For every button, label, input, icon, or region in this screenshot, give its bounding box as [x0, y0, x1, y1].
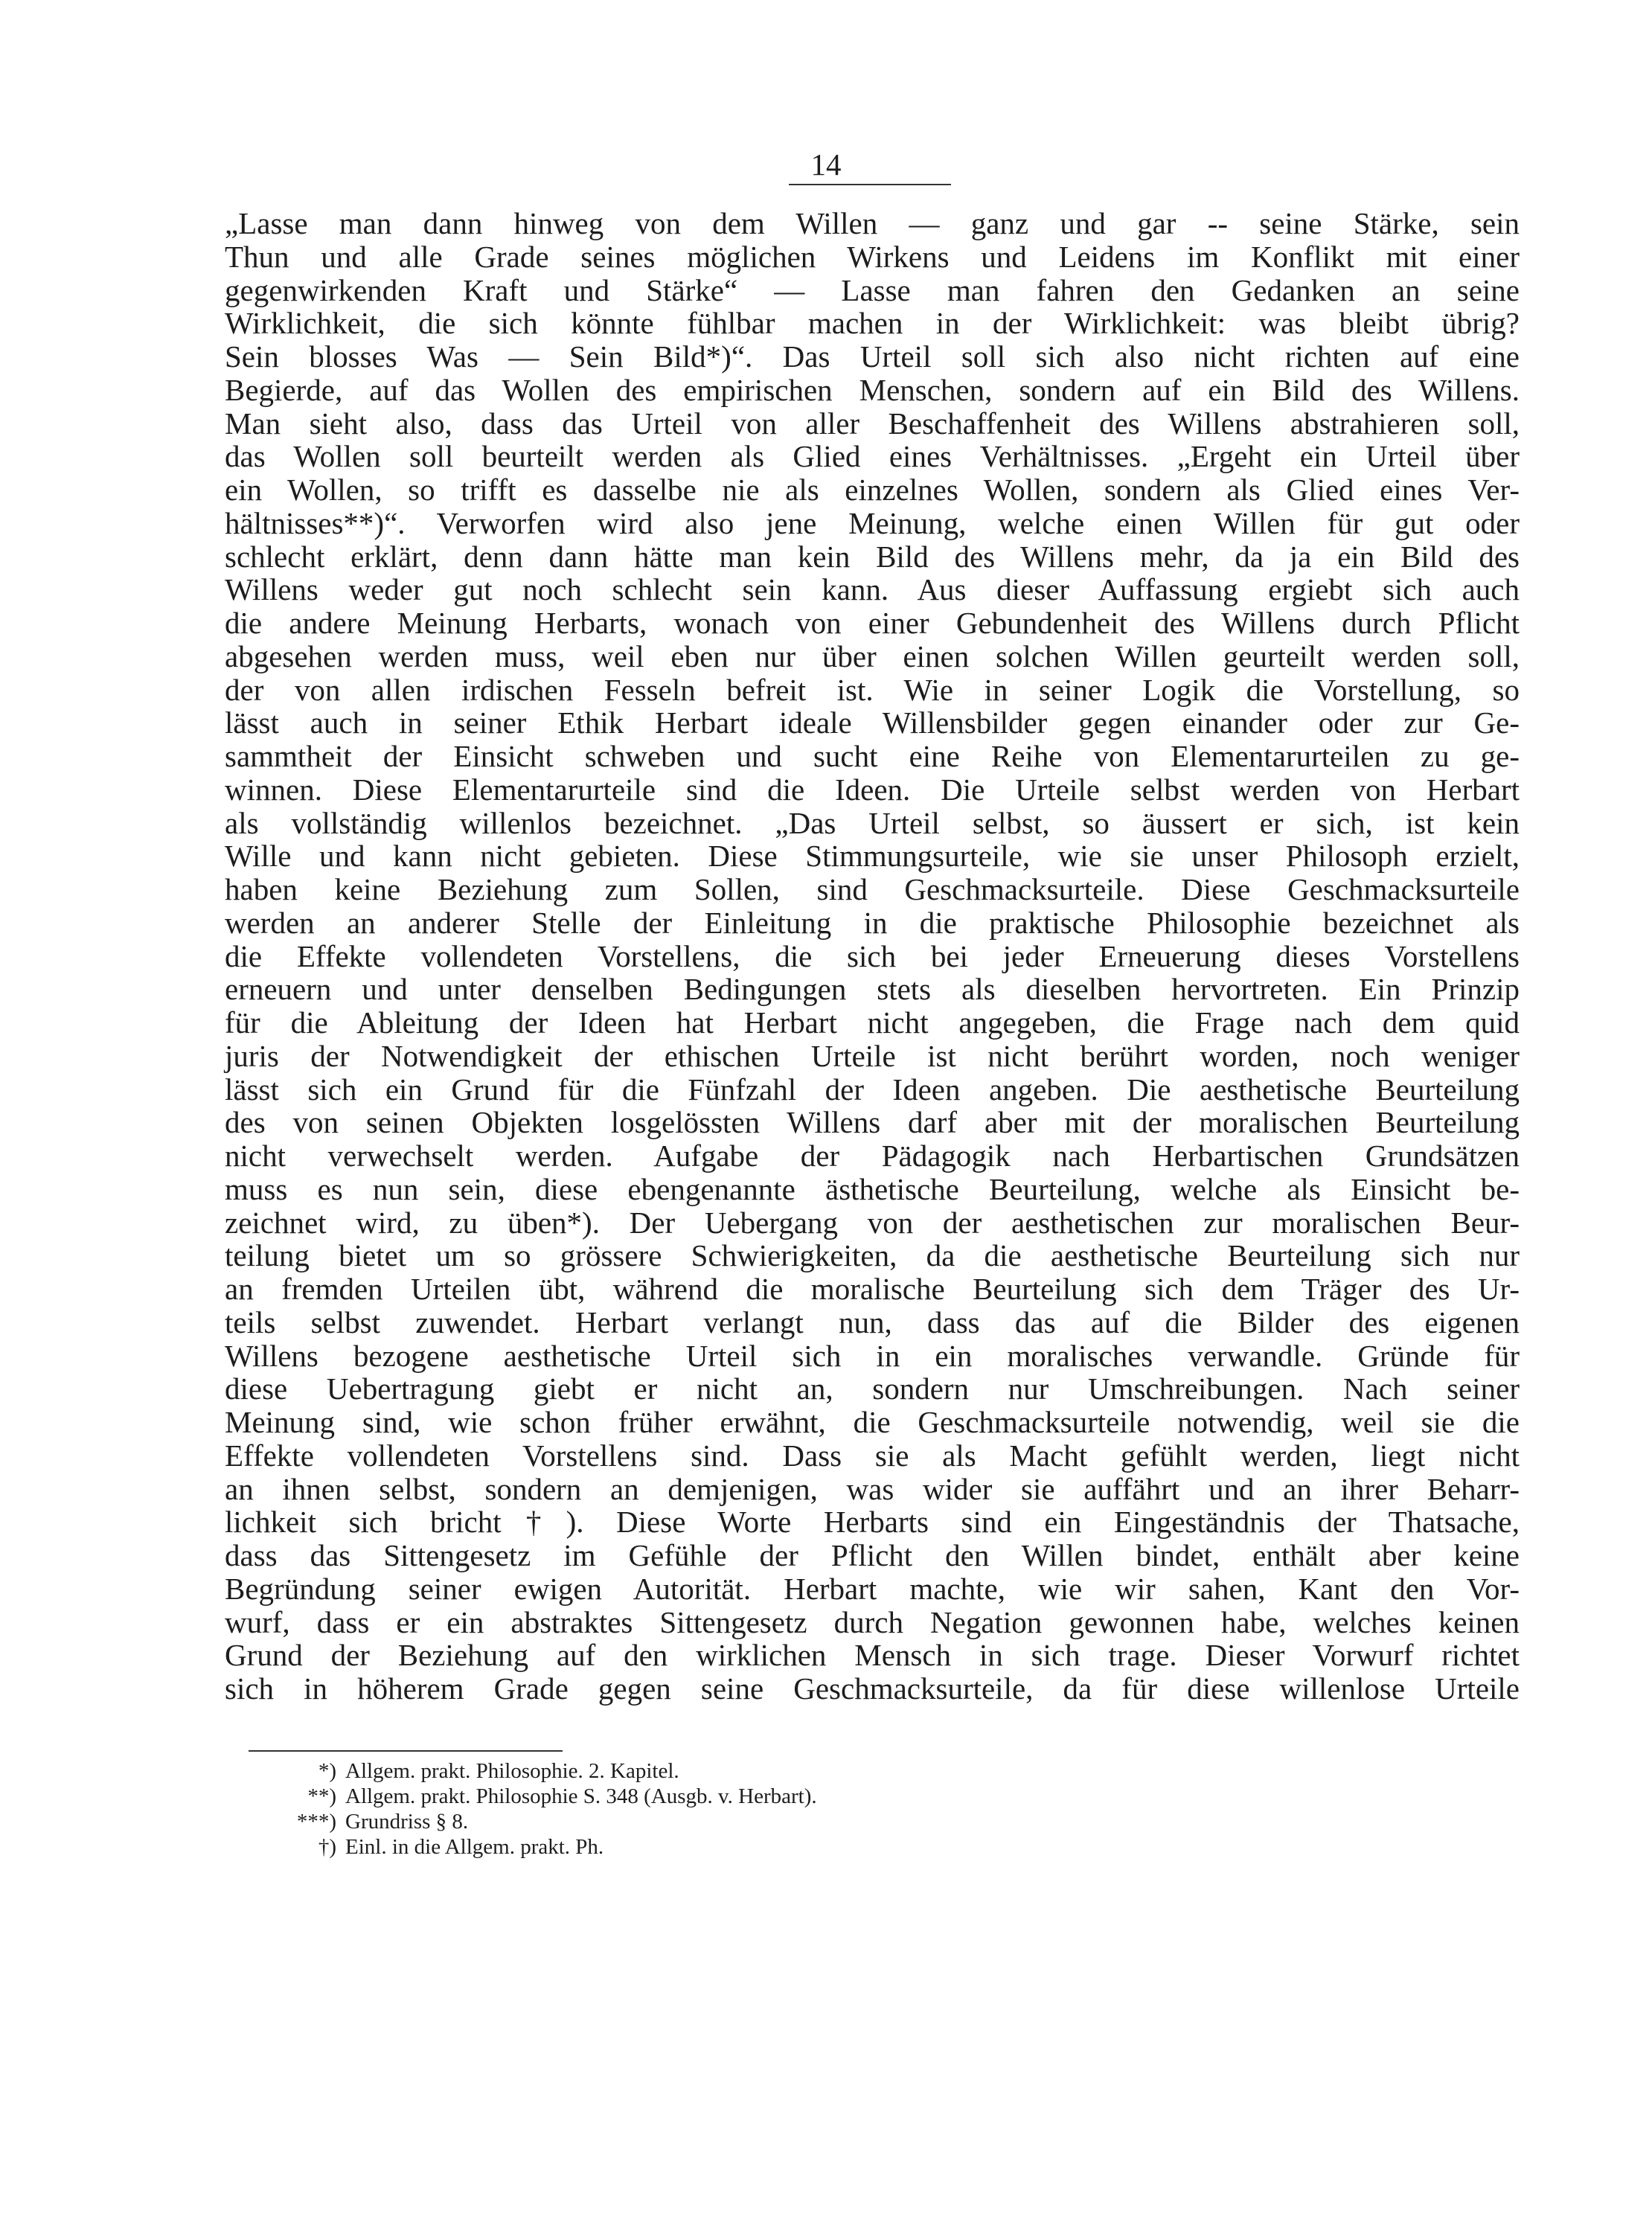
text-line: gegenwirkenden Kraft und Stärke“ — Lasse man fahren den Gedanken an seine: [225, 272, 1520, 307]
text-line: an ihnen selbst, sondern an demjenigen, was wider sie auffährt und an ihrer Beharr-: [225, 1471, 1520, 1506]
footnote-text: Allgem. prakt. Philosophie S. 348 (Ausgb. v. Herbart).: [345, 1784, 817, 1808]
text-line: als vollständig willenlos bezeichnet. „Das Urteil selbst, so äussert er sich, ist kein: [225, 805, 1520, 840]
text-line: lässt sich ein Grund für die Fünfzahl der Ideen angeben. Die aesthetische Beurteilung: [225, 1072, 1520, 1107]
text-line: Willens bezogene aesthetische Urteil sich in ein moralisches verwandle. Gründe für: [225, 1338, 1520, 1373]
footnote-mark: ***): [296, 1810, 336, 1834]
text-line: an fremden Urteilen übt, während die moralische Beurteilung sich dem Träger des Ur-: [225, 1272, 1520, 1306]
text-line: Grund der Beziehung auf den wirklichen Mensch in sich trage. Dieser Vorwurf richtet: [225, 1638, 1520, 1673]
text-line: nicht verwechselt werden. Aufgabe der Pädagogik nach Herbartischen Grundsätzen: [225, 1139, 1520, 1173]
text-line: die andere Meinung Herbarts, wonach von einer Gebundenheit des Willens durch Pflicht: [225, 606, 1520, 640]
text-line: juris der Notwendigkeit der ethischen Urteile ist nicht berührt worden, noch weniger: [225, 1038, 1520, 1073]
footnote: [253, 1834, 1369, 1860]
text-line: Effekte vollendeten Vorstellens sind. Dass sie als Macht gefühlt werden, liegt nicht: [225, 1438, 1520, 1473]
text-line: „Lasse man dann hinweg von dem Willen — ganz und gar -- seine Stärke, sein: [225, 206, 1520, 240]
page-number-rule: [789, 184, 951, 185]
text-line: ein Wollen, so trifft es dasselbe nie als einzelnes Wollen, sondern als Glied eines Ver-: [225, 473, 1520, 507]
footnote-text: Einl. in die Allgem. prakt. Ph.: [345, 1835, 604, 1859]
text-line: Meinung sind, wie schon früher erwähnt, die Geschmacksurteile notwendig, weil sie die: [225, 1405, 1520, 1439]
text-line: lichkeit sich bricht†). Diese Worte Herbarts sind ein Eingeständnis der Thatsache,: [225, 1505, 1520, 1540]
footnote: [253, 1758, 1369, 1784]
footnote-text: Grundriss § 8.: [345, 1810, 469, 1834]
text-line: für die Ableitung der Ideen hat Herbart nicht angegeben, die Frage nach dem quid: [225, 1005, 1520, 1040]
footnotes: [253, 1758, 1369, 1860]
text-line: Begründung seiner ewigen Autorität. Herbart machte, wie wir sahen, Kant den Vor-: [225, 1571, 1520, 1606]
footnote-text: Allgem. prakt. Philosophie. 2. Kapitel.: [345, 1759, 679, 1783]
text-line: das Wollen soll beurteilt werden als Glied eines Verhältnisses. „Ergeht ein Urteil über: [225, 439, 1520, 474]
text-line: sich in höherem Grade gegen seine Geschmacksurteile, da für diese willenlose Urteile: [225, 1671, 1520, 1706]
text-line: winnen. Diese Elementarurteile sind die Ideen. Die Urteile selbst werden von Herbart: [225, 772, 1520, 807]
text-line: Thun und alle Grade seines möglichen Wirkens und Leidens im Konflikt mit einer: [225, 239, 1520, 274]
text-line: schlecht erklärt, denn dann hätte man kein Bild des Willens mehr, da ja ein Bild des: [225, 539, 1520, 574]
text-line: der von allen irdischen Fesseln befreit ist. Wie in seiner Logik die Vorstellung, so: [225, 672, 1520, 707]
text-line: zeichnet wird, zu üben*). Der Uebergang von der aesthetischen zur moralischen Beur-: [225, 1205, 1520, 1240]
text-line: die Effekte vollendeten Vorstellens, die sich bei jeder Erneuerung dieses Vorstellens: [225, 938, 1520, 973]
text-line: sammtheit der Einsicht schweben und sucht eine Reihe von Elementarurteilen zu ge-: [225, 739, 1520, 773]
footnote: [253, 1809, 1369, 1834]
footnote-mark: †): [318, 1835, 336, 1859]
text-line: lässt auch in seiner Ethik Herbart ideale Willensbilder gegen einander oder zur Ge-: [225, 705, 1520, 740]
footnote-mark: *): [318, 1759, 336, 1783]
body-text: [225, 207, 1520, 1706]
footnote-mark: **): [307, 1784, 336, 1808]
text-line: Begierde, auf das Wollen des empirischen Menschen, sondern auf ein Bild des Willens.: [225, 372, 1520, 407]
text-line: hältnisses**)“. Verworfen wird also jene Meinung, welche einen Willen für gut oder: [225, 505, 1520, 540]
text-line: diese Uebertragung giebt er nicht an, sondern nur Umschreibungen. Nach seiner: [225, 1371, 1520, 1406]
text-line: teils selbst zuwendet. Herbart verlangt nun, dass das auf die Bilder des eigenen: [225, 1304, 1520, 1339]
text-line: Man sieht also, dass das Urteil von aller Beschaffenheit des Willens abstrahieren soll,: [225, 406, 1520, 441]
footnote-rule: [249, 1750, 563, 1752]
text-line: des von seinen Objekten losgelössten Willens darf aber mit der moralischen Beurteilung: [225, 1105, 1520, 1140]
text-line: teilung bietet um so grössere Schwierigkeiten, da die aesthetische Beurteilung sich nur: [225, 1238, 1520, 1273]
text-line: wurf, dass er ein abstraktes Sittengesetz durch Negation gewonnen habe, welches keinen: [225, 1604, 1520, 1639]
text-line: erneuern und unter denselben Bedingungen stets als dieselben hervortreten. Ein Prinzip: [225, 972, 1520, 1007]
text-line: Willens weder gut noch schlecht sein kann. Aus dieser Auffassung ergiebt sich auch: [225, 572, 1520, 607]
text-line: Sein blosses Was — Sein Bild*)“. Das Urteil soll sich also nicht richten auf eine: [225, 339, 1520, 374]
text-line: Wirklichkeit, die sich könnte fühlbar machen in der Wirklichkeit: was bleibt übrig?: [225, 306, 1520, 341]
footnote: [253, 1784, 1369, 1809]
text-line: abgesehen werden muss, weil eben nur über einen solchen Willen geurteilt werden soll,: [225, 638, 1520, 673]
text-line: muss es nun sein, diese ebengenannte ästhetische Beurteilung, welche als Einsicht be-: [225, 1171, 1520, 1206]
text-line: Wille und kann nicht gebieten. Diese Stimmungsurteile, wie sie unser Philosoph erzielt,: [225, 839, 1520, 874]
text-line: haben keine Beziehung zum Sollen, sind Geschmacksurteile. Diese Geschmacksurteile: [225, 872, 1520, 906]
text-line: dass das Sittengesetz im Gefühle der Pflicht den Willen bindet, enthält aber keine: [225, 1538, 1520, 1572]
page-number: 14: [810, 147, 842, 182]
text-line: werden an anderer Stelle der Einleitung in die praktische Philosophie bezeichnet als: [225, 905, 1520, 940]
